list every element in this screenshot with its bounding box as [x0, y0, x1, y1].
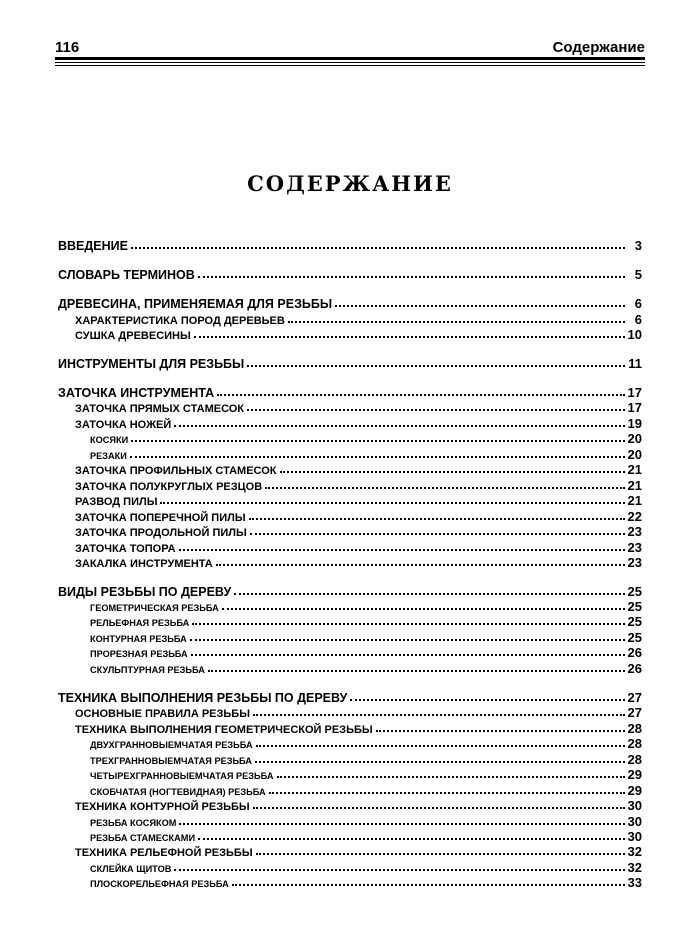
toc-entry-page: 5	[634, 267, 642, 282]
toc-entry-title: ЗАТОЧКА ИНСТРУМЕНТА	[58, 386, 215, 400]
toc-entry-page: 27	[627, 690, 642, 705]
dot-leader	[249, 518, 625, 520]
toc-entry[interactable]	[58, 267, 642, 282]
toc-entry-page: 32	[627, 844, 642, 859]
toc-entry-title: ТЕХНИКА ВЫПОЛНЕНИЯ РЕЗЬБЫ ПО ДЕРЕВУ	[58, 691, 348, 705]
toc-entry[interactable]	[75, 705, 642, 720]
dot-leader	[179, 823, 624, 825]
dot-leader	[277, 776, 625, 778]
toc-entry[interactable]	[90, 752, 642, 767]
toc-entry-page: 20	[627, 447, 642, 462]
toc-entry[interactable]	[90, 431, 642, 446]
dot-leader	[174, 425, 624, 427]
toc-entry[interactable]	[75, 478, 642, 493]
toc-entry-page: 25	[627, 614, 642, 629]
dot-leader	[131, 247, 625, 249]
dot-leader	[131, 440, 624, 442]
dot-leader	[208, 670, 625, 672]
toc-entry[interactable]	[75, 312, 642, 327]
toc-entry-title: ЧЕТЫРЕХГРАННОВЫЕМЧАТАЯ РЕЗЬБА	[90, 771, 274, 781]
toc-entry-title: ПЛОСКОРЕЛЬЕФНАЯ РЕЗЬБА	[90, 879, 229, 889]
toc-entry[interactable]	[75, 555, 642, 570]
toc-entry[interactable]	[90, 860, 642, 875]
toc-entry[interactable]	[90, 736, 642, 751]
toc-entry[interactable]	[58, 238, 642, 253]
toc-entry[interactable]	[90, 599, 642, 614]
toc-entry[interactable]	[58, 296, 642, 311]
dot-leader	[350, 699, 624, 701]
toc-entry[interactable]	[90, 630, 642, 645]
toc-entry-title: ЗАТОЧКА ПРОФИЛЬНЫХ СТАМЕСОК	[75, 465, 277, 477]
toc-entry[interactable]	[75, 540, 642, 555]
header-rule-thick	[55, 57, 645, 60]
toc-entry-page: 6	[634, 312, 642, 327]
dot-leader	[191, 654, 625, 656]
page-number: 116	[55, 39, 80, 56]
toc-entry-page: 21	[627, 493, 642, 508]
dot-leader	[216, 564, 625, 566]
toc-entry[interactable]	[90, 783, 642, 798]
toc-entry-title: ВИДЫ РЕЗЬБЫ ПО ДЕРЕВУ	[58, 585, 232, 599]
toc-entry[interactable]	[58, 385, 642, 400]
dot-leader	[269, 792, 625, 794]
toc-entry-title: ОСНОВНЫЕ ПРАВИЛА РЕЗЬБЫ	[75, 708, 250, 720]
toc-entry-title: ПРОРЕЗНАЯ РЕЗЬБА	[90, 649, 188, 659]
toc-entry[interactable]	[75, 400, 642, 415]
toc-entry-title: ДВУХГРАННОВЫЕМЧАТАЯ РЕЗЬБА	[90, 740, 253, 750]
toc-entry-page: 29	[627, 767, 642, 782]
toc-entry-page: 17	[627, 400, 642, 415]
toc-entry[interactable]	[75, 462, 642, 477]
dot-leader	[247, 365, 625, 367]
toc-entry[interactable]	[90, 814, 642, 829]
toc-entry-page: 17	[627, 385, 642, 400]
dot-leader	[253, 714, 625, 716]
toc-entry[interactable]	[75, 327, 642, 342]
toc-entry-page: 3	[634, 238, 642, 253]
toc-entry-title: СКУЛЬПТУРНАЯ РЕЗЬБА	[90, 665, 205, 675]
toc-entry[interactable]	[75, 416, 642, 431]
toc-entry-title: ГЕОМЕТРИЧЕСКАЯ РЕЗЬБА	[90, 603, 219, 613]
dot-leader	[256, 853, 625, 855]
dot-leader	[190, 639, 625, 641]
running-header	[55, 36, 645, 56]
toc-entry-page: 26	[627, 661, 642, 676]
toc-entry[interactable]	[90, 447, 642, 462]
toc-entry-page: 21	[627, 462, 642, 477]
toc-entry[interactable]	[75, 493, 642, 508]
toc-entry-title: ТЕХНИКА РЕЛЬЕФНОЙ РЕЗЬБЫ	[75, 847, 253, 859]
toc-entry-page: 30	[627, 829, 642, 844]
toc-entry-title: СКЛЕЙКА ЩИТОВ	[90, 864, 172, 874]
toc-entry[interactable]	[90, 829, 642, 844]
toc-entry-title: ЗАТОЧКА ПРЯМЫХ СТАМЕСОК	[75, 403, 245, 415]
page-title: СОДЕРЖАНИЕ	[247, 171, 453, 196]
running-section-title: Содержание	[552, 39, 645, 56]
toc-entry-page: 28	[627, 752, 642, 767]
dot-leader	[198, 276, 625, 278]
toc-entry-title: ТЕХНИКА КОНТУРНОЙ РЕЗЬБЫ	[75, 801, 250, 813]
dot-leader	[179, 549, 625, 551]
toc-entry-title: ИНСТРУМЕНТЫ ДЛЯ РЕЗЬБЫ	[58, 357, 245, 371]
toc-entry-title: КОНТУРНАЯ РЕЗЬБА	[90, 634, 187, 644]
toc-entry[interactable]	[58, 356, 642, 371]
dot-leader	[160, 502, 624, 504]
toc-entry-page: 23	[627, 555, 642, 570]
toc-entry-title: СКОБЧАТАЯ (НОГТЕВИДНАЯ) РЕЗЬБА	[90, 787, 266, 797]
toc-entry-page: 28	[627, 736, 642, 751]
dot-leader	[234, 593, 624, 595]
dot-leader	[232, 884, 625, 886]
toc-entry-title: ЗАТОЧКА ПОЛУКРУГЛЫХ РЕЗЦОВ	[75, 481, 263, 493]
dot-leader	[280, 471, 625, 473]
toc-entry-title: ЗАТОЧКА ПОПЕРЕЧНОЙ ПИЛЫ	[75, 512, 246, 524]
toc-entry-page: 32	[627, 860, 642, 875]
toc-entry-title: ЗАТОЧКА НОЖЕЙ	[75, 419, 172, 431]
toc-entry-title: СЛОВАРЬ ТЕРМИНОВ	[58, 268, 195, 282]
toc-entry-title: ТЕХНИКА ВЫПОЛНЕНИЯ ГЕОМЕТРИЧЕСКОЙ РЕЗЬБЫ	[75, 724, 373, 736]
toc-entry-title: РАЗВОД ПИЛЫ	[75, 496, 158, 508]
toc-entry-page: 28	[627, 721, 642, 736]
toc-entry-title: КОСЯКИ	[90, 435, 129, 445]
toc-entry-page: 25	[627, 599, 642, 614]
toc-entry[interactable]	[75, 844, 642, 859]
toc-entry[interactable]	[75, 798, 642, 813]
dot-leader	[256, 745, 625, 747]
toc-entry[interactable]	[58, 584, 642, 599]
toc-entry-page: 27	[627, 705, 642, 720]
toc-entry-title: ЗАТОЧКА ТОПОРА	[75, 543, 176, 555]
toc-entry-title: ТРЕХГРАННОВЫЕМЧАТАЯ РЕЗЬБА	[90, 756, 252, 766]
dot-leader	[335, 305, 625, 307]
toc-entry-page: 26	[627, 645, 642, 660]
dot-leader	[130, 456, 625, 458]
toc-entry[interactable]	[75, 509, 642, 524]
toc-entry-title: СУШКА ДРЕВЕСИНЫ	[75, 330, 191, 342]
toc-entry[interactable]	[90, 875, 642, 890]
toc-entry[interactable]	[75, 524, 642, 539]
header-rule-thin-2	[55, 65, 645, 66]
toc-entry-page: 30	[627, 798, 642, 813]
toc-entry-title: РЕЗЬБА СТАМЕСКАМИ	[90, 833, 196, 843]
toc-entry-page: 23	[627, 524, 642, 539]
dot-leader	[376, 730, 625, 732]
toc-entry-title: ЗАТОЧКА ПРОДОЛЬНОЙ ПИЛЫ	[75, 527, 247, 539]
toc-entry-page: 25	[627, 584, 642, 599]
toc-entry-title: РЕЛЬЕФНАЯ РЕЗЬБА	[90, 618, 190, 628]
toc-entry-page: 19	[627, 416, 642, 431]
dot-leader	[198, 838, 624, 840]
toc-entry-page: 22	[627, 509, 642, 524]
dot-leader	[288, 321, 625, 323]
toc-entry-page: 23	[627, 540, 642, 555]
dot-leader	[265, 487, 624, 489]
toc-entry-page: 6	[634, 296, 642, 311]
toc-entry-page: 25	[627, 630, 642, 645]
header-rule-thin	[55, 62, 645, 63]
toc-entry-title: ДРЕВЕСИНА, ПРИМЕНЯЕМАЯ ДЛЯ РЕЗЬБЫ	[58, 297, 333, 311]
toc-entry-title: ВВЕДЕНИЕ	[58, 239, 128, 253]
dot-leader	[192, 623, 624, 625]
dot-leader	[255, 761, 625, 763]
toc-entry-page: 29	[627, 783, 642, 798]
toc-entry[interactable]	[90, 661, 642, 676]
toc-entry-page: 10	[627, 327, 642, 342]
toc-entry[interactable]	[90, 614, 642, 629]
toc-entry-page: 33	[627, 875, 642, 890]
toc-entry[interactable]	[58, 690, 642, 705]
toc-entry[interactable]	[75, 721, 642, 736]
toc-entry[interactable]	[90, 767, 642, 782]
dot-leader	[222, 608, 625, 610]
dot-leader	[217, 394, 624, 396]
toc-entry[interactable]	[90, 645, 642, 660]
dot-leader	[174, 869, 624, 871]
toc-entry-page: 20	[627, 431, 642, 446]
dot-leader	[250, 533, 625, 535]
toc-entry-title: ХАРАКТЕРИСТИКА ПОРОД ДЕРЕВЬЕВ	[75, 315, 285, 327]
toc-entry-page: 30	[627, 814, 642, 829]
toc-entry-title: ЗАКАЛКА ИНСТРУМЕНТА	[75, 558, 213, 570]
dot-leader	[247, 409, 625, 411]
dot-leader	[194, 336, 625, 338]
toc-entry-page: 11	[628, 356, 642, 371]
toc-entry-title: РЕЗАКИ	[90, 451, 127, 461]
dot-leader	[253, 807, 625, 809]
toc-entry-page: 21	[627, 478, 642, 493]
toc-entry-title: РЕЗЬБА КОСЯКОМ	[90, 818, 177, 828]
